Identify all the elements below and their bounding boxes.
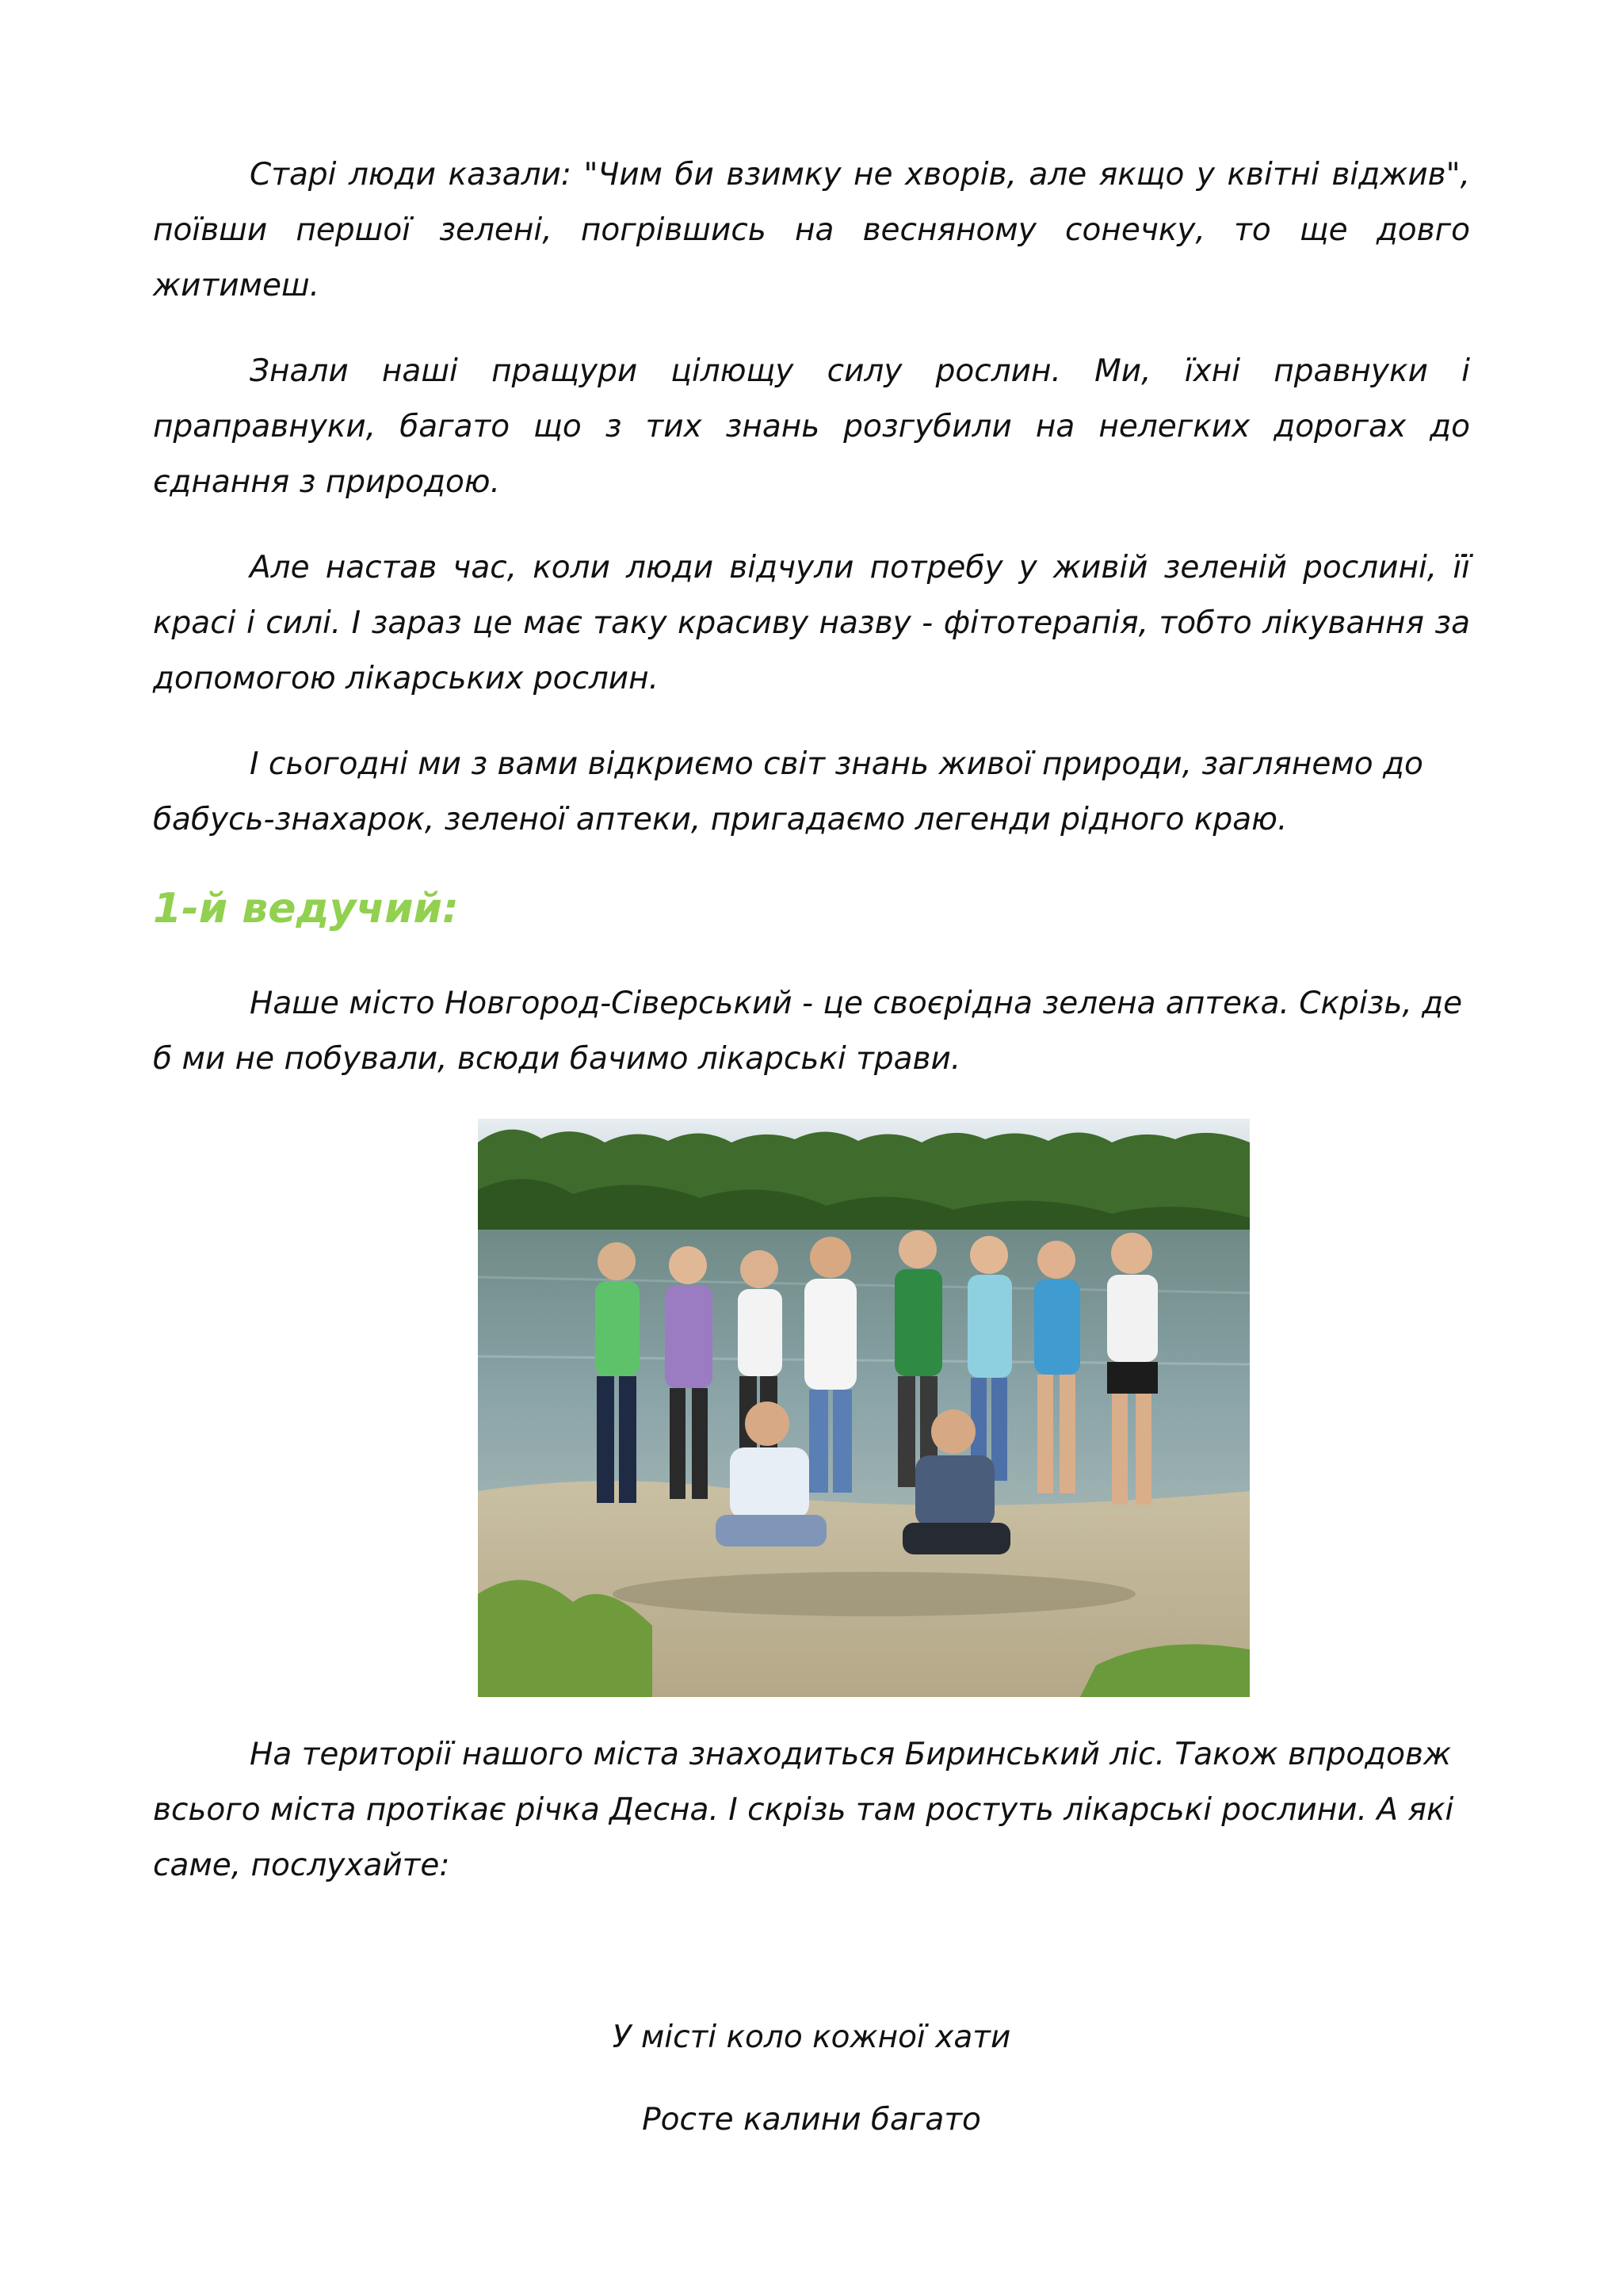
section-heading-presenter: 1-й ведучий: (153, 885, 459, 933)
paragraph-territory: На території нашого міста знаходиться Биринський ліс. Також впродовж всього міста протікає річка Десна. І скрізь там ростуть лікарські рослини. А які саме, послухайте: (153, 1737, 1454, 1883)
verse-line-2: Росте калини багато (642, 2102, 981, 2138)
paragraph-city: Наше місто Новгород-Сіверський - це своєрідна зелена аптека. Скрізь, де б ми не побували, всюди бачимо лікарські трави. (153, 986, 1463, 1077)
verse-line-1: У місті коло кожної хати (612, 2019, 1011, 2055)
paragraph-today: І сьогодні ми з вами відкриємо світ знань живої природи, заглянемо до бабусь-знахарок, зеленої аптеки, пригадаємо легенди рідного краю. (153, 746, 1423, 837)
group-photo (478, 1119, 1250, 1697)
paragraph-intro: Старі люди казали: "Чим би взимку не хворів, але якщо у квітні віджив", поївши першої зелені, погрівшись на весняному сонечку, то ще довго житимеш. (153, 157, 1470, 303)
paragraph-ancestors: Знали наші пращури цілющу силу рослин. Ми, їхні правнуки і праправнуки, багато що з тих знань розгубили на нелегких дорогах до єднання з природою. (153, 353, 1470, 500)
paragraph-phytotherapy: Але настав час, коли люди відчули потребу у живій зеленій рослині, її красі і силі. І зараз це має таку красиву назву - фітотерапія, тобто лікування за допомогою лікарських рослин. (153, 550, 1470, 696)
